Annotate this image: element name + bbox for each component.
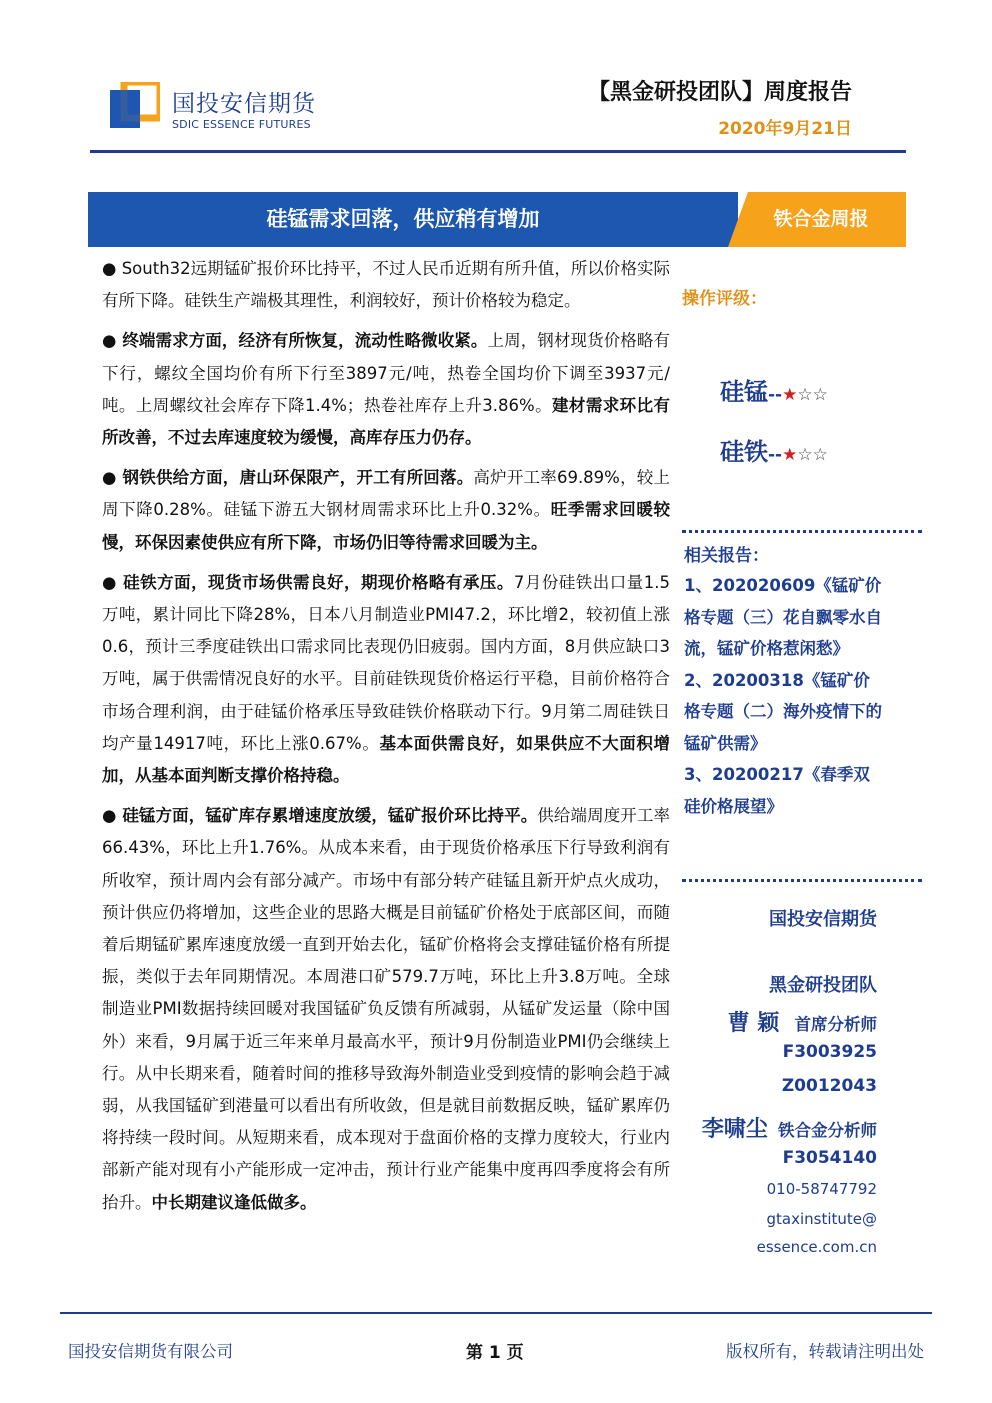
email-line1[interactable]: gtaxinstitute@ <box>766 1210 877 1228</box>
analyst1-license2: Z0012043 <box>781 1076 877 1096</box>
analyst1-name: 曹 颖 <box>727 1011 780 1036</box>
paragraph-text: ● South32远期锰矿报价环比持平，不过人民币近期有所升值，所以价格实际有所下降。硅铁生产端极其理性，利润较好，预计价格较为稳定。 <box>102 259 670 311</box>
analyst2-name: 李啸尘 <box>701 1117 768 1142</box>
logo-en-text: SDIC ESSENCE FUTURES <box>172 118 311 131</box>
company-name: 国投安信期货 <box>769 909 877 930</box>
header-divider <box>90 150 906 153</box>
analyst2-license: F3054140 <box>782 1148 877 1168</box>
report-date: 2020年9月21日 <box>718 119 852 139</box>
paragraph-conclusion: 旺季需求回暖较慢，环保因素使供应有所下降，市场仍旧等待需求回暖为主。 <box>102 500 671 552</box>
phone: 010-58747792 <box>766 1180 877 1198</box>
logo-mark-icon <box>110 82 160 132</box>
paragraph-heading: ● 硅铁方面，现货市场供需良好，期现价格略有承压。 <box>102 572 514 592</box>
logo-cn-text: 国投安信期货 <box>172 91 316 117</box>
team-name: 黑金研投团队 <box>769 975 877 996</box>
paragraph-heading: ● 硅锰方面，锰矿库存累增速度放缓，锰矿报价环比持平。 <box>102 806 538 826</box>
rating-silicomanganese <box>720 372 828 407</box>
report-tag: 铁合金周报 <box>773 208 869 230</box>
footer-divider <box>60 1312 932 1314</box>
paragraph-conclusion: 基本面供需良好，如果供应不大面积增加，从基本面判断支撑价格持稳。 <box>102 733 671 786</box>
footer-copyright: 版权所有，转载请注明出处 <box>726 1342 924 1361</box>
paragraph-silicomanganese <box>102 800 670 1219</box>
paragraph-steel-supply <box>102 462 670 559</box>
related-report-link[interactable]: 1、20202060​9《锰矿价格专题（三）花自飘零水自流，锰矿价格惹闲愁》 <box>684 576 882 658</box>
paragraph-text: 高炉开工率69.89%，较上周下降0.28%。硅锰下游五大钢材周需求环比上升0.32%。 <box>102 468 670 520</box>
page-number: 第 1 页 <box>466 1343 524 1363</box>
paragraph-text: 上周，钢材现货价格略有下行，螺纹全国均价有所下行至3897元/吨，热卷全国均价下调至3937元/吨。上周螺纹社会库存下降1.4%；热卷社库存上升3.86%。 <box>102 331 670 415</box>
related-title: 相关报告： <box>684 546 769 566</box>
star-empty-icon: ☆☆ <box>797 445 828 465</box>
team-block <box>617 971 877 1266</box>
paragraph-mn-ore <box>102 253 670 317</box>
rating-title: 操作评级： <box>682 289 767 309</box>
analyst2-row <box>617 1112 877 1148</box>
report-title: 硅锰需求回落，供应稍有增加 <box>266 207 540 231</box>
rating-dash: -- <box>768 385 783 405</box>
paragraph-conclusion: 中长期建议逢低做多。 <box>151 1192 317 1212</box>
rating-dash: -- <box>768 445 783 465</box>
main-content <box>102 253 670 1227</box>
paragraph-heading: ● 终端需求方面，经济有所恢复，流动性略微收紧。 <box>102 331 488 351</box>
analyst1-title: 首席分析师 <box>794 1015 877 1034</box>
star-empty-icon: ☆☆ <box>797 385 828 405</box>
rating-name: 硅锰 <box>720 378 768 406</box>
company-logo <box>110 82 350 142</box>
paragraph-ferrosilicon <box>102 567 670 792</box>
paragraph-demand <box>102 325 670 454</box>
related-report-link[interactable]: 2、20200318《锰矿价格专题（二）海外疫情下的锰矿供需》 <box>684 670 882 753</box>
paragraph-text: 供给端周度开工率66.43%，环比上升1.76%。从成本来看，由于现货价格承压下行导致利润有所收窄，预计周内会有部分减产。市场中有部分转产硅锰且新开炉点火成功，预计供应仍将增加，这些企业的思路大概是目前锰矿价格处于底部区间，而随着后期锰矿累库速度放缓一直到开始去化，锰矿价格将会支撑硅锰价格有所提振，类似于去年同期情况。本周港口矿579.7万吨，环比上升3.8万吨。全球制造业PMI数据持续回暖对我国锰矿负反馈有所减弱，从锰矿发运量（除中国外）来看，9月属于近三年来单月最高水平，预计9月份制造业PMI仍会继续上行。从中长期来看，随着时间的推移导致海外制造业受到疫情的影响会趋于减弱，从我国锰矿到港量可以看出有所收敛，但是就目前数据反映，锰矿累库仍将持续一段时间。从短期来看，成本现对于盘面价格的支撑力度较大，行业内部新产能对现有小产能形成一定冲击，预计行业产能集中度再四季度将会有所抬升。 <box>102 806 670 1212</box>
paragraph-text: 7月份硅铁出口量1.5万吨，累计同比下降28%，日本八月制造业PMI47.2，环比增2，较初值上涨0.6，预计三季度硅铁出口需求同比表现仍旧疲弱。国内方面，8月供应缺口3万吨，属于供需情况良好的水平。目前硅铁现货价格运行平稳，目前价格符合市场合理利润，由于硅锰价格承压导致硅铁价格联动下行。9月第二周硅铁日均产量14917吨，环比上涨0.67%。 <box>102 572 670 753</box>
related-report-link[interactable]: 3、20200217《春季双硅价格展望》 <box>684 765 870 816</box>
related-list <box>684 570 884 822</box>
sidebar-divider <box>682 879 922 882</box>
email-line2[interactable]: essence.com.cn <box>756 1238 877 1256</box>
analyst2-title: 铁合金分析师 <box>778 1121 877 1140</box>
report-type: 【黑金研投团队】周度报告 <box>587 80 852 105</box>
star-filled-icon: ★ <box>782 445 798 465</box>
rating-name: 硅铁 <box>720 438 768 466</box>
analyst1-row <box>617 1006 877 1042</box>
star-filled-icon: ★ <box>782 385 798 405</box>
rating-ferrosilicon <box>720 432 828 467</box>
sidebar-divider <box>682 530 922 533</box>
paragraph-heading: ● 钢铁供给方面，唐山环保限产，开工有所回落。 <box>102 468 474 488</box>
analyst1-license: F3003925 <box>782 1042 877 1062</box>
footer-company: 国投安信期货有限公司 <box>68 1342 233 1361</box>
paragraph-conclusion: 建材需求环比有所改善，不过去库速度较为缓慢，高库存压力仍存。 <box>102 395 670 448</box>
